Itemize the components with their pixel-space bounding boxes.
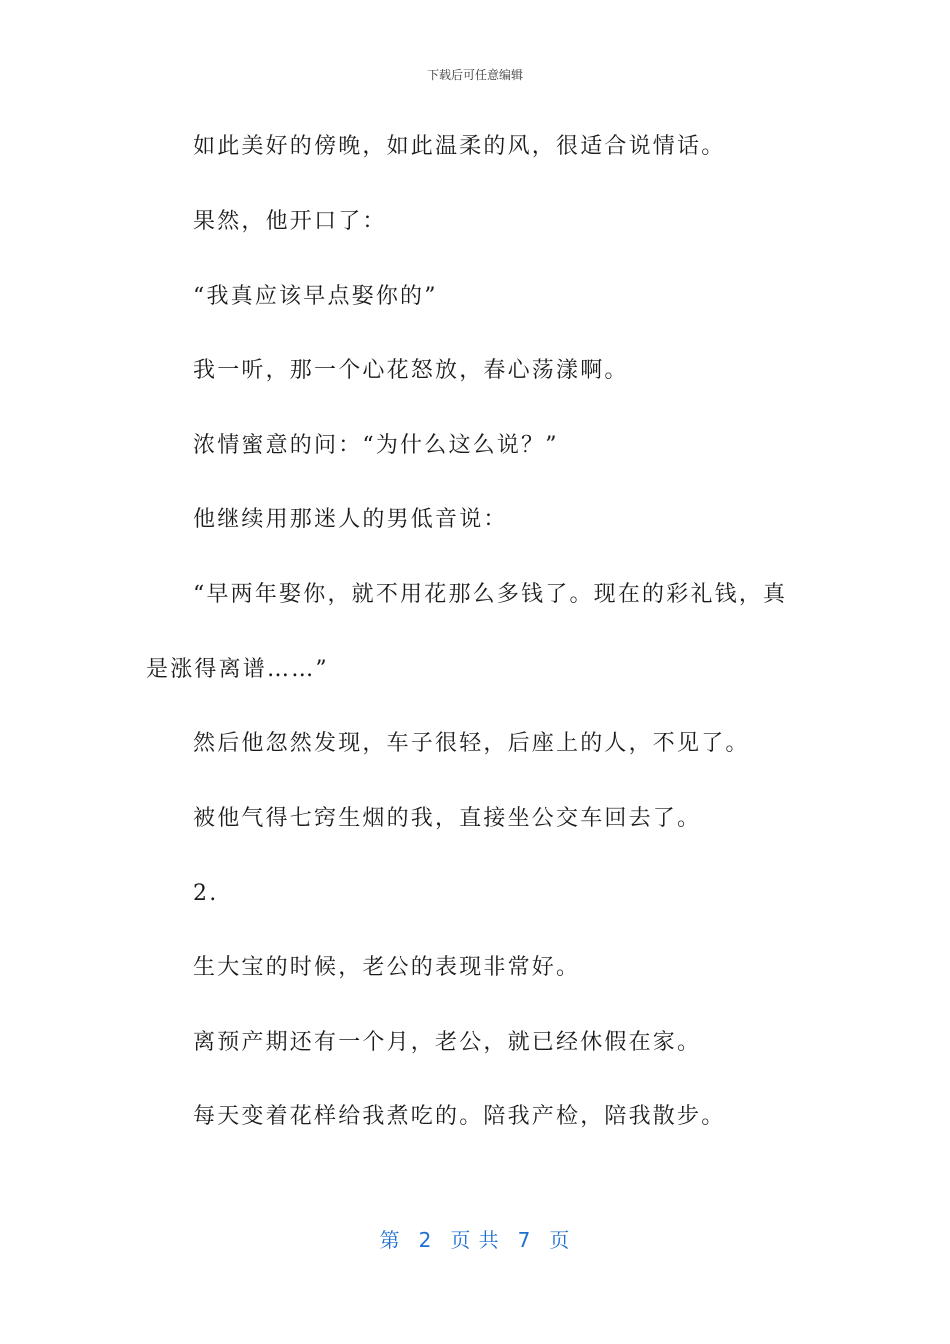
page-header: 下载后可任意编辑 xyxy=(426,68,523,82)
paragraph: 离预产期还有一个月，老公，就已经休假在家。 xyxy=(193,1030,702,1055)
paragraph: “我真应该早点娶你的” xyxy=(193,284,438,309)
page-suffix: 页 xyxy=(549,1228,571,1252)
paragraph: 浓情蜜意的问：“为什么这么说？” xyxy=(193,433,559,458)
paragraph: 然后他忽然发现，车子很轻，后座上的人，不见了。 xyxy=(193,731,750,756)
paragraph: “早两年娶你，就不用花那么多钱了。现在的彩礼钱，真 xyxy=(193,582,788,607)
page-prefix: 第 xyxy=(379,1228,401,1252)
page-footer xyxy=(0,1224,950,1253)
paragraph: 我一听，那一个心花怒放，春心荡漾啊。 xyxy=(193,358,629,383)
total-pages-number: 7 xyxy=(517,1228,532,1252)
paragraph-continuation: 是涨得离谱……” xyxy=(146,657,329,682)
paragraph: 果然，他开口了： xyxy=(193,209,387,234)
section-number: 2. xyxy=(193,881,219,906)
paragraph: 被他气得七窍生烟的我，直接坐公交车回去了。 xyxy=(193,806,702,831)
paragraph: 每天变着花样给我煮吃的。陪我产检，陪我散步。 xyxy=(193,1104,726,1129)
page-middle-text: 页 共 xyxy=(450,1228,500,1252)
paragraph: 生大宝的时候，老公的表现非常好。 xyxy=(193,955,581,980)
current-page-number: 2 xyxy=(418,1228,433,1252)
paragraph: 如此美好的傍晚，如此温柔的风，很适合说情话。 xyxy=(193,134,726,159)
paragraph: 他继续用那迷人的男低音说： xyxy=(193,507,508,532)
